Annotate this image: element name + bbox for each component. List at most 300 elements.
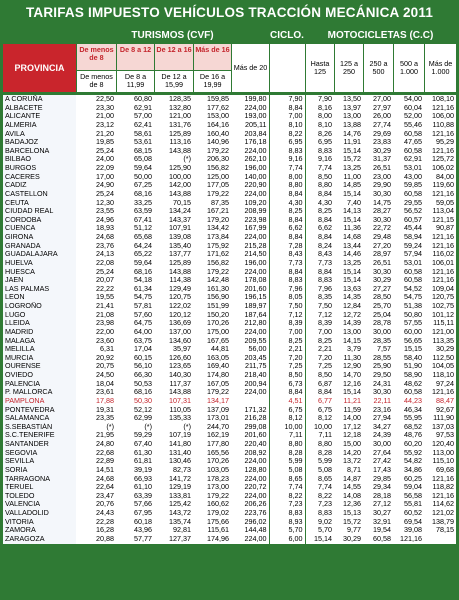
tariff-cell: 15,14 [343, 189, 361, 198]
tariff-cell: 56,58 [404, 491, 422, 500]
tariff-cell: 22,22 [96, 284, 114, 293]
tariff-cell: 25,70 [373, 302, 391, 311]
table-row [3, 147, 456, 156]
column-header [193, 44, 231, 92]
tariff-cell: 22,08 [96, 258, 114, 267]
table-row [3, 311, 456, 320]
tariff-cell: 15,14 [305, 535, 334, 544]
tariff-cell: 107,19 [169, 431, 191, 440]
tariff-cell: 14,51 [96, 465, 114, 474]
tariff-cell: 8,84 [269, 190, 305, 199]
tariff-cell: 8,83 [305, 509, 334, 518]
tariff-cell: 67,95 [134, 509, 152, 518]
tariff-cell: 110,88 [432, 120, 454, 129]
tariff-cell: 177,62 [207, 103, 229, 112]
tariff-cell: 141,80 [169, 440, 191, 449]
tariff-cell: 15,14 [343, 267, 361, 276]
tariff-cell: (*) [144, 422, 152, 431]
column-header: Más de 1.000 [424, 44, 456, 92]
tariff-cell: 179,22 [207, 189, 229, 198]
tariff-cell: 54,75 [134, 293, 152, 302]
tariff-cell: 63,75 [134, 336, 152, 345]
tariff-cell: 5,70 [269, 526, 305, 535]
tariff-cell: 58,40 [404, 353, 422, 362]
tariff-cell: 30,29 [343, 534, 361, 543]
tariff-cell: 109,20 [244, 198, 267, 207]
table-row [3, 380, 456, 389]
tariff-cell: 8,12 [269, 414, 305, 423]
table-row [3, 345, 456, 354]
tariff-cell: 137,09 [207, 405, 229, 414]
tariff-cell: 19,31 [96, 405, 114, 414]
tariff-cell: 22,89 [96, 457, 114, 466]
tariff-cell: 215,28 [244, 241, 267, 250]
tariff-cell: 7,12 [305, 311, 334, 320]
tariff-cell: 11,00 [343, 172, 361, 181]
tariff-cell: 173,00 [207, 483, 229, 492]
group-turismos: TURISMOS (CVF) [131, 30, 214, 41]
tariff-cell: 68,16 [134, 388, 152, 397]
tariff-cell: 115,11 [433, 319, 454, 328]
tariff-cell: 140,30 [169, 371, 191, 380]
tariff-cell: 60,58 [373, 534, 391, 543]
tariff-cell: 141,72 [169, 474, 191, 483]
tariff-cell: 159,85 [207, 95, 229, 104]
tariff-cell: 134,60 [169, 336, 191, 345]
tariff-cell: 220,40 [244, 440, 267, 449]
table-row [3, 319, 456, 328]
provincia-cell: LOGROÑO [3, 302, 76, 311]
tariff-cell: 15,72 [343, 155, 361, 164]
tariff-cell: 23,83 [373, 138, 391, 147]
tariff-cell: 67,40 [134, 440, 152, 449]
tariff-cell: 8,84 [269, 388, 305, 397]
table-row [3, 406, 456, 415]
tariff-cell: 224,00 [244, 474, 267, 483]
provincia-cell: HUESCA [3, 268, 76, 277]
provincia-cell: SEGOVIA [3, 449, 76, 458]
group-motocicletas: MOTOCICLETAS (C.C) [327, 30, 434, 41]
provincia-cell: ZAMORA [3, 526, 76, 535]
tariff-cell: 203,45 [244, 353, 267, 362]
tariff-cell: 244,70 [207, 422, 229, 431]
table-row [3, 414, 456, 423]
tariff-cell: 8,10 [269, 121, 305, 130]
tariff-cell: 8,84 [305, 388, 334, 397]
tariff-cell: 129,49 [169, 284, 191, 293]
table-row [3, 104, 456, 113]
tariff-cell: 121,16 [432, 103, 454, 112]
tariff-cell: 13,00 [343, 112, 361, 121]
tariff-cell: 17,00 [96, 172, 114, 181]
tariff-cell: 8,83 [269, 509, 305, 518]
tariff-cell: 224,00 [244, 189, 267, 198]
tariff-cell: 8,50 [269, 371, 305, 380]
tariff-cell: 103,05 [207, 465, 229, 474]
table-row [3, 518, 456, 527]
tariff-cell: 7,00 [305, 328, 334, 337]
tariff-cell: 111,90 [433, 414, 454, 423]
tariff-cell: 19,85 [96, 138, 114, 147]
tariff-cell: 56,65 [404, 336, 422, 345]
tariff-cell: 60,20 [404, 440, 422, 449]
tariff-cell: 24,68 [96, 474, 114, 483]
tariff-cell: 28,50 [373, 293, 391, 302]
tariff-cell: 7,74 [269, 164, 305, 173]
tariff-cell: 8,50 [305, 371, 334, 380]
tariff-cell: 19,54 [373, 526, 391, 535]
provincia-cell: VITORIA [3, 518, 76, 527]
tariff-cell: 9,77 [347, 526, 361, 535]
tariff-cell: 5,99 [269, 457, 305, 466]
tariff-cell: 68,15 [134, 146, 152, 155]
tariff-cell: 56,10 [134, 362, 152, 371]
tariff-cell: 14,87 [343, 474, 361, 483]
tariff-cell: 61,34 [134, 284, 152, 293]
tariff-cell: 24,13 [96, 250, 114, 259]
table-row [3, 250, 456, 259]
provincia-cell: PONTEVEDRA [3, 406, 76, 415]
column-header-bottom: De 8 a 11,99 [117, 70, 154, 92]
tariff-cell: 170,26 [207, 457, 229, 466]
tariff-cell: 220,90 [244, 181, 267, 190]
tariff-cell: 121,16 [432, 491, 454, 500]
tariff-cell: 23,76 [96, 241, 114, 250]
tariff-cell: 121,00 [169, 112, 191, 121]
tariff-cell: 90,87 [436, 224, 454, 233]
page-title: TARIFAS IMPUESTO VEHÍCULOS TRACCIÓN MECÁNICA 2011 [25, 5, 434, 20]
tariff-cell: 113,00 [432, 448, 454, 457]
tariff-cell: 27,97 [373, 103, 391, 112]
tariff-cell: 101,12 [432, 310, 454, 319]
table-row [3, 190, 456, 199]
provincia-cell: P. MALLORCA [3, 388, 76, 397]
provincia-cell: S.C.TENERIFE [3, 431, 76, 440]
tariff-cell: 60,25 [404, 474, 422, 483]
tariff-cell: 57,00 [134, 112, 152, 121]
tariff-cell: 59,85 [404, 181, 422, 190]
tariff-cell: 113,35 [432, 336, 454, 345]
table-row [3, 483, 456, 492]
tariff-cell: 45,44 [404, 224, 422, 233]
tariff-cell: 7,23 [305, 500, 334, 509]
tariff-cell: 27,20 [373, 241, 391, 250]
table-row [3, 397, 456, 406]
provincia-cell: HUELVA [3, 259, 76, 268]
tariff-cell: 6,77 [305, 397, 334, 406]
tariff-cell: 57,77 [134, 534, 152, 543]
tariff-cell: 9,02 [305, 518, 334, 527]
tariff-cell: 18,93 [96, 224, 114, 233]
tariff-cell: 143,88 [169, 267, 191, 276]
tariff-cell: 121,16 [432, 267, 454, 276]
tariff-cell: 8,25 [269, 337, 305, 346]
tariff-cell: 8,39 [305, 319, 334, 328]
tariff-cell: 161,30 [207, 284, 229, 293]
tariff-cell: 196,00 [244, 258, 267, 267]
tariff-cell: 55,46 [404, 120, 422, 129]
tariff-cell: 70,15 [173, 198, 191, 207]
column-header: 250 a 500 [363, 44, 393, 92]
tariff-cell: 15,13 [343, 509, 361, 518]
column-header [116, 44, 154, 92]
provincia-cell: BILBAO [3, 155, 76, 164]
tariff-cell: 8,84 [269, 268, 305, 277]
tariff-cell: 25,24 [96, 267, 114, 276]
tariff-cell: 23,35 [96, 414, 114, 423]
tariff-cell: 131,76 [169, 120, 191, 129]
tariff-cell: 133,81 [169, 491, 191, 500]
tariff-cell: 109,04 [432, 284, 454, 293]
provincia-header: PROVINCIA [3, 44, 76, 92]
table-row [3, 216, 456, 225]
tariff-cell: 59,64 [134, 258, 152, 267]
tariff-cell: 14,00 [343, 414, 361, 423]
tariff-cell: 8,43 [305, 250, 334, 259]
tariff-cell: 68,16 [134, 189, 152, 198]
tariff-cell: 54,52 [404, 284, 422, 293]
column-header-top: De 12 a 16 [155, 44, 193, 70]
tariff-cell: 23,60 [96, 336, 114, 345]
tariff-cell: 17,12 [343, 422, 361, 431]
tariff-cell: 187,64 [244, 310, 267, 319]
tariff-cell: 60,80 [134, 95, 152, 104]
column-header [269, 44, 305, 92]
tariff-cell: 65,22 [134, 250, 152, 259]
provincia-cell: ALBACETE [3, 104, 76, 113]
tariff-cell: 7,96 [269, 285, 305, 294]
tariff-cell: 201,60 [244, 284, 267, 293]
tariff-cell: 27,00 [373, 95, 391, 104]
tariff-cell: 57,60 [134, 310, 152, 319]
tariff-cell: 32,91 [373, 517, 391, 526]
tariff-cell: 129,19 [169, 483, 191, 492]
tariff-cell: 8,16 [305, 104, 334, 113]
tariff-cell: 60,00 [404, 327, 422, 336]
tariff-cell: 128,80 [244, 465, 267, 474]
tariff-cell: 39,19 [134, 465, 152, 474]
tariff-cell: 53,01 [404, 258, 422, 267]
tariff-cell: 11,36 [343, 224, 361, 233]
tariff-cell: 24,43 [96, 509, 114, 518]
tariff-cell: 121,16 [432, 129, 454, 138]
tariff-cell: 177,80 [207, 440, 229, 449]
provincia-cell: ZARAGOZA [3, 535, 76, 544]
tariff-cell: 64,75 [134, 319, 152, 328]
tariff-cell: 8,25 [305, 207, 334, 216]
column-header-top: Más de 16 [194, 44, 231, 70]
tariff-cell: 64,00 [134, 327, 152, 336]
tariff-cell: 21,41 [96, 302, 114, 311]
tariff-cell: 68,52 [404, 422, 422, 431]
tariff-cell: 299,08 [244, 422, 267, 431]
tariff-cell: 27,74 [373, 120, 391, 129]
tariff-cell: 5,70 [305, 526, 334, 535]
tariff-cell: 54,75 [404, 293, 422, 302]
tariff-cell: (*) [183, 155, 191, 164]
tariff-cell: 60,15 [134, 353, 152, 362]
tariff-cell: 139,08 [169, 233, 191, 242]
tariff-cell: 8,80 [269, 440, 305, 449]
tariff-cell: 23,55 [96, 207, 114, 216]
tariff-cell: 67,25 [134, 181, 152, 190]
tariff-cell: 24,50 [96, 371, 114, 380]
tariff-cell: 28,78 [373, 319, 391, 328]
column-header: Más de 20 [231, 44, 269, 92]
tariff-cell: 12,72 [343, 310, 361, 319]
tariff-cell: 8,24 [305, 242, 334, 251]
tariff-cell: 100,00 [169, 172, 191, 181]
tariff-cell: 64,24 [134, 241, 152, 250]
tariff-cell: 97,53 [436, 431, 454, 440]
tariff-cell: 13,25 [343, 258, 361, 267]
tariff-cell: 28,27 [373, 207, 391, 216]
table-row [3, 207, 456, 216]
tariff-cell: 120,12 [169, 310, 191, 319]
tariff-cell: 7,57 [377, 345, 391, 354]
table-row [3, 302, 456, 311]
tariff-cell: 8,80 [269, 181, 305, 190]
tariff-cell: 135,74 [169, 517, 191, 526]
tariff-cell: 92,67 [436, 405, 454, 414]
tariff-cell: 119,60 [432, 181, 454, 190]
tariff-cell: 7,96 [305, 285, 334, 294]
tariff-cell: 130,46 [169, 457, 191, 466]
provincia-cell: LEON [3, 293, 76, 302]
tariff-cell: 175,92 [207, 241, 229, 250]
tariff-cell: 125,89 [169, 129, 191, 138]
tariff-cell: 164,16 [207, 120, 229, 129]
tariff-cell: 3,79 [347, 345, 361, 354]
tariff-cell: 30,30 [373, 267, 391, 276]
tariff-cell: 214,50 [244, 250, 267, 259]
provincia-cell: GUADALAJARA [3, 250, 76, 259]
tariff-cell: 53,01 [404, 164, 422, 173]
provincia-cell: TERUEL [3, 483, 76, 492]
provincia-cell: MADRID [3, 328, 76, 337]
tariff-cell: 142,48 [207, 276, 229, 285]
tariff-cell: 17,04 [134, 345, 152, 354]
tariff-cell: 8,84 [269, 216, 305, 225]
tariff-cell: 179,22 [207, 267, 229, 276]
tariff-cell: 50,30 [134, 396, 152, 405]
tariff-cell: 8,83 [305, 276, 334, 285]
tariff-cell: 59,24 [404, 241, 422, 250]
tariff-cell: 7,50 [305, 302, 334, 311]
tariff-cell: 125,90 [169, 164, 191, 173]
tariff-cell: 144,48 [244, 526, 267, 535]
tariff-cell: 160,40 [207, 129, 229, 138]
tariff-cell: 20,75 [96, 362, 114, 371]
tariff-cell: 12,30 [96, 198, 114, 207]
tariff-table [3, 95, 456, 544]
tariff-cell: 48,62 [404, 379, 422, 388]
table-row [3, 164, 456, 173]
tariff-cell: 6,87 [305, 380, 334, 389]
tariff-cell: 212,80 [244, 319, 267, 328]
tariff-cell: 22,28 [96, 517, 114, 526]
tariff-cell: 65,68 [134, 233, 152, 242]
tariff-cell: 26,51 [373, 164, 391, 173]
tariff-cell: 84,00 [436, 172, 454, 181]
tariff-cell: 121,15 [432, 215, 454, 224]
tariff-cell: 13,00 [343, 327, 361, 336]
tariff-cell: 50,53 [134, 379, 152, 388]
provincia-cell: TOLEDO [3, 492, 76, 501]
tariff-cell: 8,83 [269, 147, 305, 156]
provincia-cell: SANTANDER [3, 440, 76, 449]
tariff-cell: 60,58 [404, 146, 422, 155]
provincia-cell: TARRAGONA [3, 475, 76, 484]
tariff-cell: 127,37 [169, 534, 191, 543]
tariff-cell: 8,43 [269, 250, 305, 259]
tariff-cell: 14,08 [343, 491, 361, 500]
tariff-cell: 143,37 [169, 215, 191, 224]
tariff-cell: 17,43 [373, 465, 391, 474]
tariff-cell: 5,08 [269, 466, 305, 475]
tariff-cell: 167,21 [207, 207, 229, 216]
tariff-cell: 167,99 [244, 224, 267, 233]
tariff-cell: 121,16 [432, 241, 454, 250]
tariff-cell: 170,26 [207, 319, 229, 328]
tariff-cell: 58,90 [404, 371, 422, 380]
tariff-cell: 106,02 [432, 164, 454, 173]
tariff-cell: 6,75 [305, 406, 334, 415]
provincia-cell: CORDOBA [3, 216, 76, 225]
tariff-cell: 4,51 [269, 397, 305, 406]
tariff-cell: 30,00 [373, 440, 391, 449]
tariff-cell: 27,42 [373, 457, 391, 466]
tariff-cell: 34,86 [404, 465, 422, 474]
tariff-cell: 179,02 [207, 509, 229, 518]
tariff-cell: 29,69 [373, 129, 391, 138]
tariff-cell: 120,75 [432, 293, 454, 302]
tariff-cell: 7,40 [347, 198, 361, 207]
tariff-cell: 56,52 [404, 207, 422, 216]
tariff-cell: 7,74 [305, 164, 334, 173]
tariff-cell: 20,92 [96, 353, 114, 362]
tariff-cell: 206,26 [244, 500, 267, 509]
tariff-cell: 196,15 [244, 293, 267, 302]
tariff-cell: 209,55 [244, 336, 267, 345]
tariff-cell: 22,11 [373, 396, 391, 405]
table-row [3, 535, 456, 544]
tariff-cell: 196,00 [244, 164, 267, 173]
tariff-cell: 167,05 [207, 379, 229, 388]
table-row [3, 173, 456, 182]
tariff-cell: 163,05 [207, 353, 229, 362]
tariff-cell: 8,25 [269, 207, 305, 216]
table-row [3, 138, 456, 147]
provincia-cell: GRANADA [3, 242, 76, 251]
tariff-cell: 12,90 [343, 362, 361, 371]
tariff-cell: 220,72 [244, 483, 267, 492]
tariff-cell: 69,54 [404, 517, 422, 526]
tariff-cell: 48,76 [404, 431, 422, 440]
tariff-cell: 12,84 [343, 302, 361, 311]
tariff-cell: 57,81 [134, 302, 152, 311]
tariff-cell: 8,84 [305, 268, 334, 277]
column-header [154, 44, 193, 92]
tariff-cell: 19,55 [96, 293, 114, 302]
tariff-cell: 12,18 [343, 431, 361, 440]
tariff-cell: 120,75 [169, 293, 191, 302]
tariff-cell: 7,20 [269, 354, 305, 363]
table-row [3, 285, 456, 294]
tariff-cell: 165,56 [207, 448, 229, 457]
tariff-cell: 97,24 [436, 379, 454, 388]
provincia-cell: GIRONA [3, 233, 76, 242]
